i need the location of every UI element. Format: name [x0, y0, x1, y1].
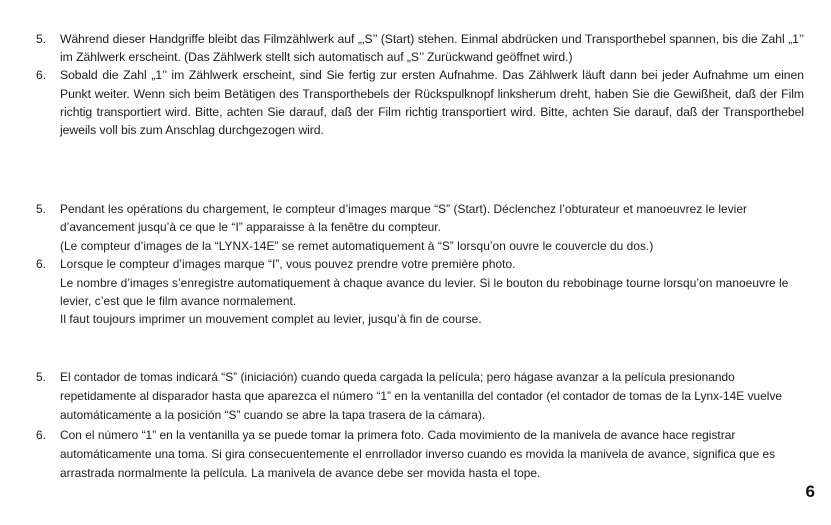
french-instructions: [36, 200, 804, 329]
french-item-6: [36, 255, 804, 329]
german-item-6-text: Sobald die Zahl „1’’ im Zählwerk erscheint, sind Sie fertig zur ersten Aufnahme. Das Zählwerk läuft dann bei jeder Aufnahme um einen Punkt weiter. Wenn sich beim Betätigen des Transporthebels der Rückspulknopf linksherum dreht, haben Sie die Gewißheit, daß der Film richtig transportiert wird. Bitte, achten Sie darauf, daß der Film richtig transportiert wird. Bitte, achten Sie darauf, daß der Transporthebel jeweils voll bis zum Anschlag durchgezogen wird.: [60, 68, 804, 138]
french-item-6-line: Le nombre d’images s’enregistre automatiquement à chaque avance du levier. Si le bouton du rebobinage tourne lorsqu’on manoeuvre le levier, c’est que le film avance normalement.: [60, 275, 789, 309]
spanish-item-5-number: 5.: [36, 370, 46, 384]
french-item-5-line: Pendant les opérations du chargement, le compteur d’images marque “S” (Start). Déclenchez l’obturateur et manoeuvrez le levier d’avancement jusqu’à ce que le “I” apparaisse à la fenêtre du compteur.: [60, 202, 748, 235]
french-item-6-line: Lorsque le compteur d’images marque “I”, vous pouvez prendre votre première photo.: [60, 257, 516, 272]
german-item-6-number: 6.: [36, 68, 47, 83]
french-item-6-number: 6.: [36, 257, 47, 272]
german-item-5: [36, 30, 804, 66]
french-item-6-line: Il faut toujours imprimer un mouvement complet au levier, jusqu’à fin de course.: [60, 312, 482, 327]
spanish-item-6: [36, 426, 804, 484]
spanish-item-5-text: El contador de tomas indicará “S” (iniciación) cuando queda cargada la película; pero hágase avanzar a la película presionando repetidamente al disparador hasta que aparezca el número “1” en la ventanilla del contador (el contador de tomas de la Lynx-14E vuelve automáticamente a la posición “S” cuando se abre la tapa trasera de la cámara).: [60, 370, 783, 423]
page-number: 6: [805, 482, 815, 501]
french-item-5-note: (Le compteur d’images de la “LYNX-14E” se remet automatiquement à “S” lorsqu’on ouvre le couvercle du dos.): [60, 238, 654, 253]
french-item-5-number: 5.: [36, 202, 47, 216]
spanish-item-6-text: Con el número “1” en la ventanilla ya se puede tomar la primera foto. Cada movimiento de la manivela de avance hace registrar automáticamente una toma. Si gira consecuentemente el enrrollador inverso cuando es movida la manivela de avance, significa que es arrastrada normalmente la película. La manivela de avance debe ser movida hasta el tope.: [60, 427, 776, 481]
german-item-5-number: 5.: [36, 32, 47, 46]
french-item-5: [36, 200, 804, 255]
german-instructions: [36, 30, 804, 139]
spanish-instructions: [36, 368, 804, 483]
german-item-6: [36, 66, 804, 139]
spanish-item-5: [36, 368, 804, 426]
spanish-item-6-number: 6.: [36, 427, 46, 442]
german-item-5-text: Während dieser Handgriffe bleibt das Filmzählwerk auf „‚S’’ (Start) stehen. Einmal abdrücken und Transporthebel spannen, bis die Zahl „1’’ im Zählwerk erscheint. (Das Zählwerk stellt sich automatisch auf „S’’ Zurückwand geöffnet wird.): [60, 32, 804, 65]
